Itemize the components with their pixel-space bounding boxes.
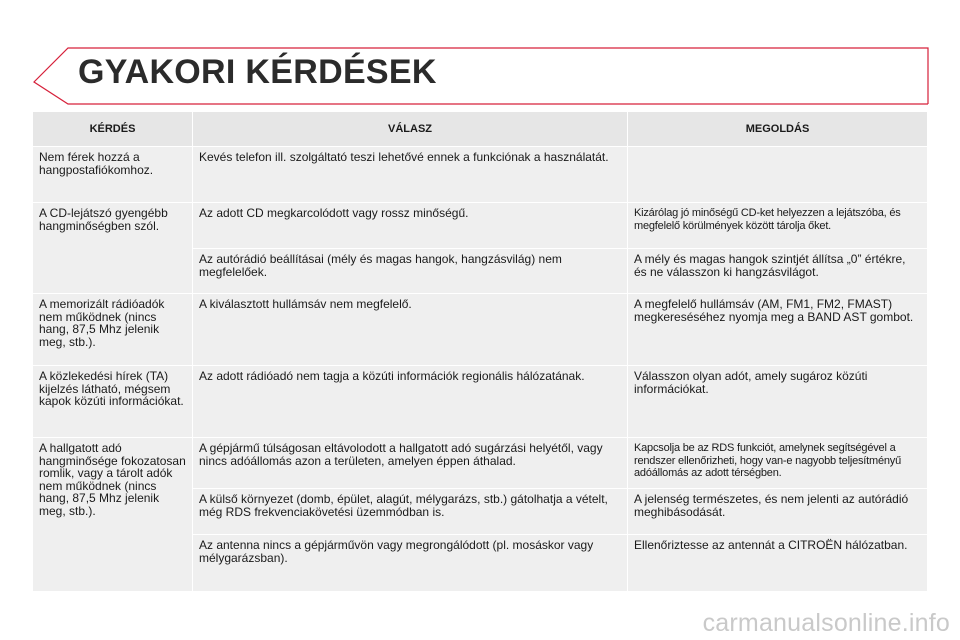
watermark: carmanualsonline.info: [702, 609, 950, 637]
solution-cell: Válasszon olyan adót, amely sugároz közúti információkat.: [628, 366, 928, 438]
faq-table: [32, 112, 928, 592]
solution-cell: [628, 147, 928, 203]
solution-cell: Ellenőriztesse az antennát a CITROËN hálózatban.: [628, 535, 928, 592]
table-header-row: [33, 112, 928, 147]
solution-cell: A megfelelő hullámsáv (AM, FM1, FM2, FMAST) megkereséséhez nyomja meg a BAND AST gombot.: [628, 294, 928, 366]
header-answer: VÁLASZ: [193, 112, 628, 147]
solution-cell: A jelenség természetes, és nem jelenti az autórádió meghibásodását.: [628, 489, 928, 535]
answer-cell: Az antenna nincs a gépjárművön vagy megrongálódott (pl. mosáskor vagy mélygarázsban).: [193, 535, 628, 592]
table-row: [33, 366, 928, 438]
header-solution: MEGOLDÁS: [628, 112, 928, 147]
question-cell: Nem férek hozzá a hangpostafiókomhoz.: [33, 147, 193, 203]
question-cell: A hallgatott adó hangminősége fokozatosan romlik, vagy a tárolt adók nem működnek (nincs hang, 87,5 Mhz jelenik meg, stb.).: [33, 438, 193, 592]
answer-cell: Az autórádió beállításai (mély és magas hangok, hangzásvilág) nem megfelelőek.: [193, 249, 628, 294]
table-row: [33, 203, 928, 249]
solution-cell: A mély és magas hangok szintjét állítsa „0” értékre, és ne válasszon ki hangzásvilágot.: [628, 249, 928, 294]
question-cell: A közlekedési hírek (TA) kijelzés látható, mégsem kapok közúti információkat.: [33, 366, 193, 438]
answer-cell: Az adott rádióadó nem tagja a közúti információk regionális hálózatának.: [193, 366, 628, 438]
answer-cell: Az adott CD megkarcolódott vagy rossz minőségű.: [193, 203, 628, 249]
table-row: [33, 438, 928, 489]
solution-cell: Kizárólag jó minőségű CD-ket helyezzen a lejátszóba, és megfelelő körülmények között tárolja őket.: [628, 203, 928, 249]
page-title: GYAKORI KÉRDÉSEK: [78, 53, 437, 91]
table-row: [33, 147, 928, 203]
answer-cell: A külső környezet (domb, épület, alagút, mélygarázs, stb.) gátolhatja a vételt, még RDS frekvenciakövetési üzemmódban is.: [193, 489, 628, 535]
question-cell: A CD-lejátszó gyengébb hangminőségben szól.: [33, 203, 193, 294]
header-question: KÉRDÉS: [33, 112, 193, 147]
solution-cell: Kapcsolja be az RDS funkciót, amelynek segítségével a rendszer ellenőrizheti, hogy van-e nagyobb teljesítményű adóállomás az adott térségben.: [628, 438, 928, 489]
question-cell: A memorizált rádióadók nem működnek (nincs hang, 87,5 Mhz jelenik meg, stb.).: [33, 294, 193, 366]
answer-cell: Kevés telefon ill. szolgáltató teszi lehetővé ennek a funkciónak a használatát.: [193, 147, 628, 203]
table-row: [33, 294, 928, 366]
answer-cell: A gépjármű túlságosan eltávolodott a hallgatott adó sugárzási helyétől, vagy nincs adóállomás azon a területen, amelyen éppen áthalad.: [193, 438, 628, 489]
answer-cell: A kiválasztott hullámsáv nem megfelelő.: [193, 294, 628, 366]
